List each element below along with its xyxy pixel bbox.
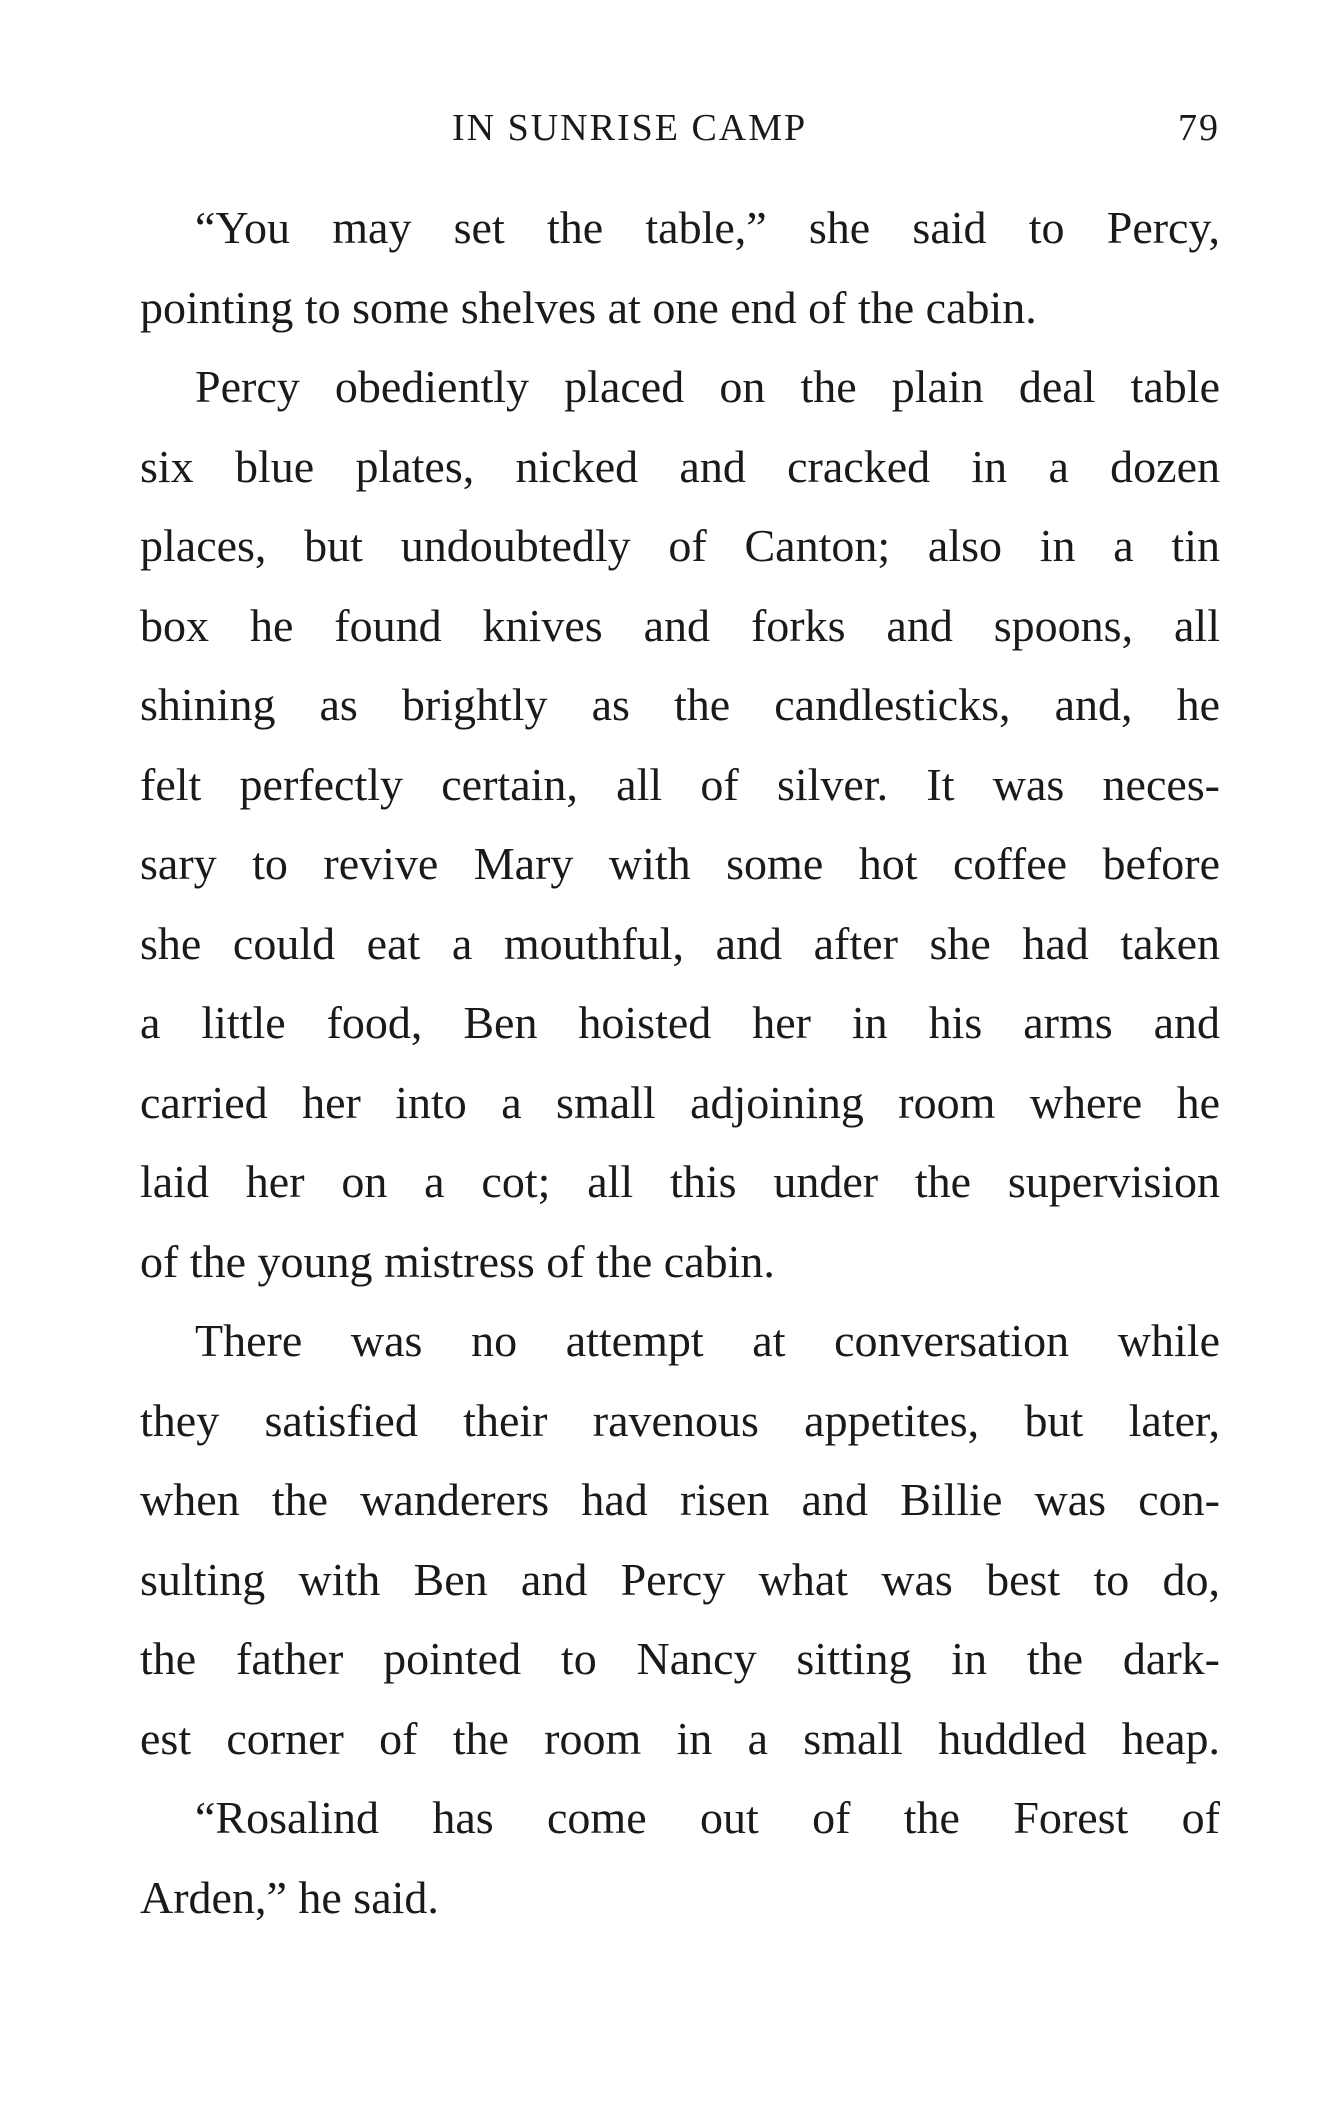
text-line: carried her into a small adjoining room where he — [140, 1076, 1220, 1128]
page-number: 79 — [1178, 107, 1220, 149]
text-line: places, but undoubtedly of Canton; also in a tin — [140, 520, 1220, 571]
text-line: box he found knives and forks and spoons, all — [140, 599, 1220, 651]
text-line: “Rosalind has come out of the Forest of — [195, 1792, 1220, 1843]
paragraph — [140, 347, 1220, 1301]
paragraph — [140, 188, 1220, 347]
text-line: sary to revive Mary with some hot coffee before — [140, 838, 1220, 889]
text-line: sulting with Ben and Percy what was best to do, — [140, 1553, 1220, 1605]
text-line: six blue plates, nicked and cracked in a dozen — [140, 440, 1220, 492]
paragraph — [140, 1301, 1220, 1778]
text-line: of the young mistress of the cabin. — [140, 1235, 775, 1287]
text-line: pointing to some shelves at one end of the cabin. — [140, 281, 1037, 333]
text-line: when the wanderers had risen and Billie was con- — [140, 1474, 1220, 1525]
text-line: Arden,” he said. — [140, 1871, 439, 1923]
text-line: they satisfied their ravenous appetites, but later, — [140, 1394, 1220, 1446]
text-line: laid her on a cot; all this under the supervision — [140, 1156, 1220, 1207]
text-line: Percy obediently placed on the plain deal table — [195, 361, 1220, 412]
body-text — [140, 188, 1220, 1937]
paragraph — [140, 1778, 1220, 1937]
text-line: she could eat a mouthful, and after she had taken — [140, 917, 1220, 969]
text-line: shining as brightly as the candlesticks, and, he — [140, 679, 1220, 730]
text-line: “You may set the table,” she said to Percy, — [195, 202, 1220, 253]
text-line: felt perfectly certain, all of silver. It was neces- — [140, 758, 1220, 810]
text-line: the father pointed to Nancy sitting in the dark- — [140, 1633, 1220, 1684]
text-line: est corner of the room in a small huddled heap. — [140, 1712, 1220, 1764]
running-head — [140, 106, 1220, 156]
text-line: a little food, Ben hoisted her in his arms and — [140, 997, 1220, 1048]
text-line: There was no attempt at conversation while — [195, 1315, 1220, 1366]
running-title: IN SUNRISE CAMP — [452, 107, 808, 149]
